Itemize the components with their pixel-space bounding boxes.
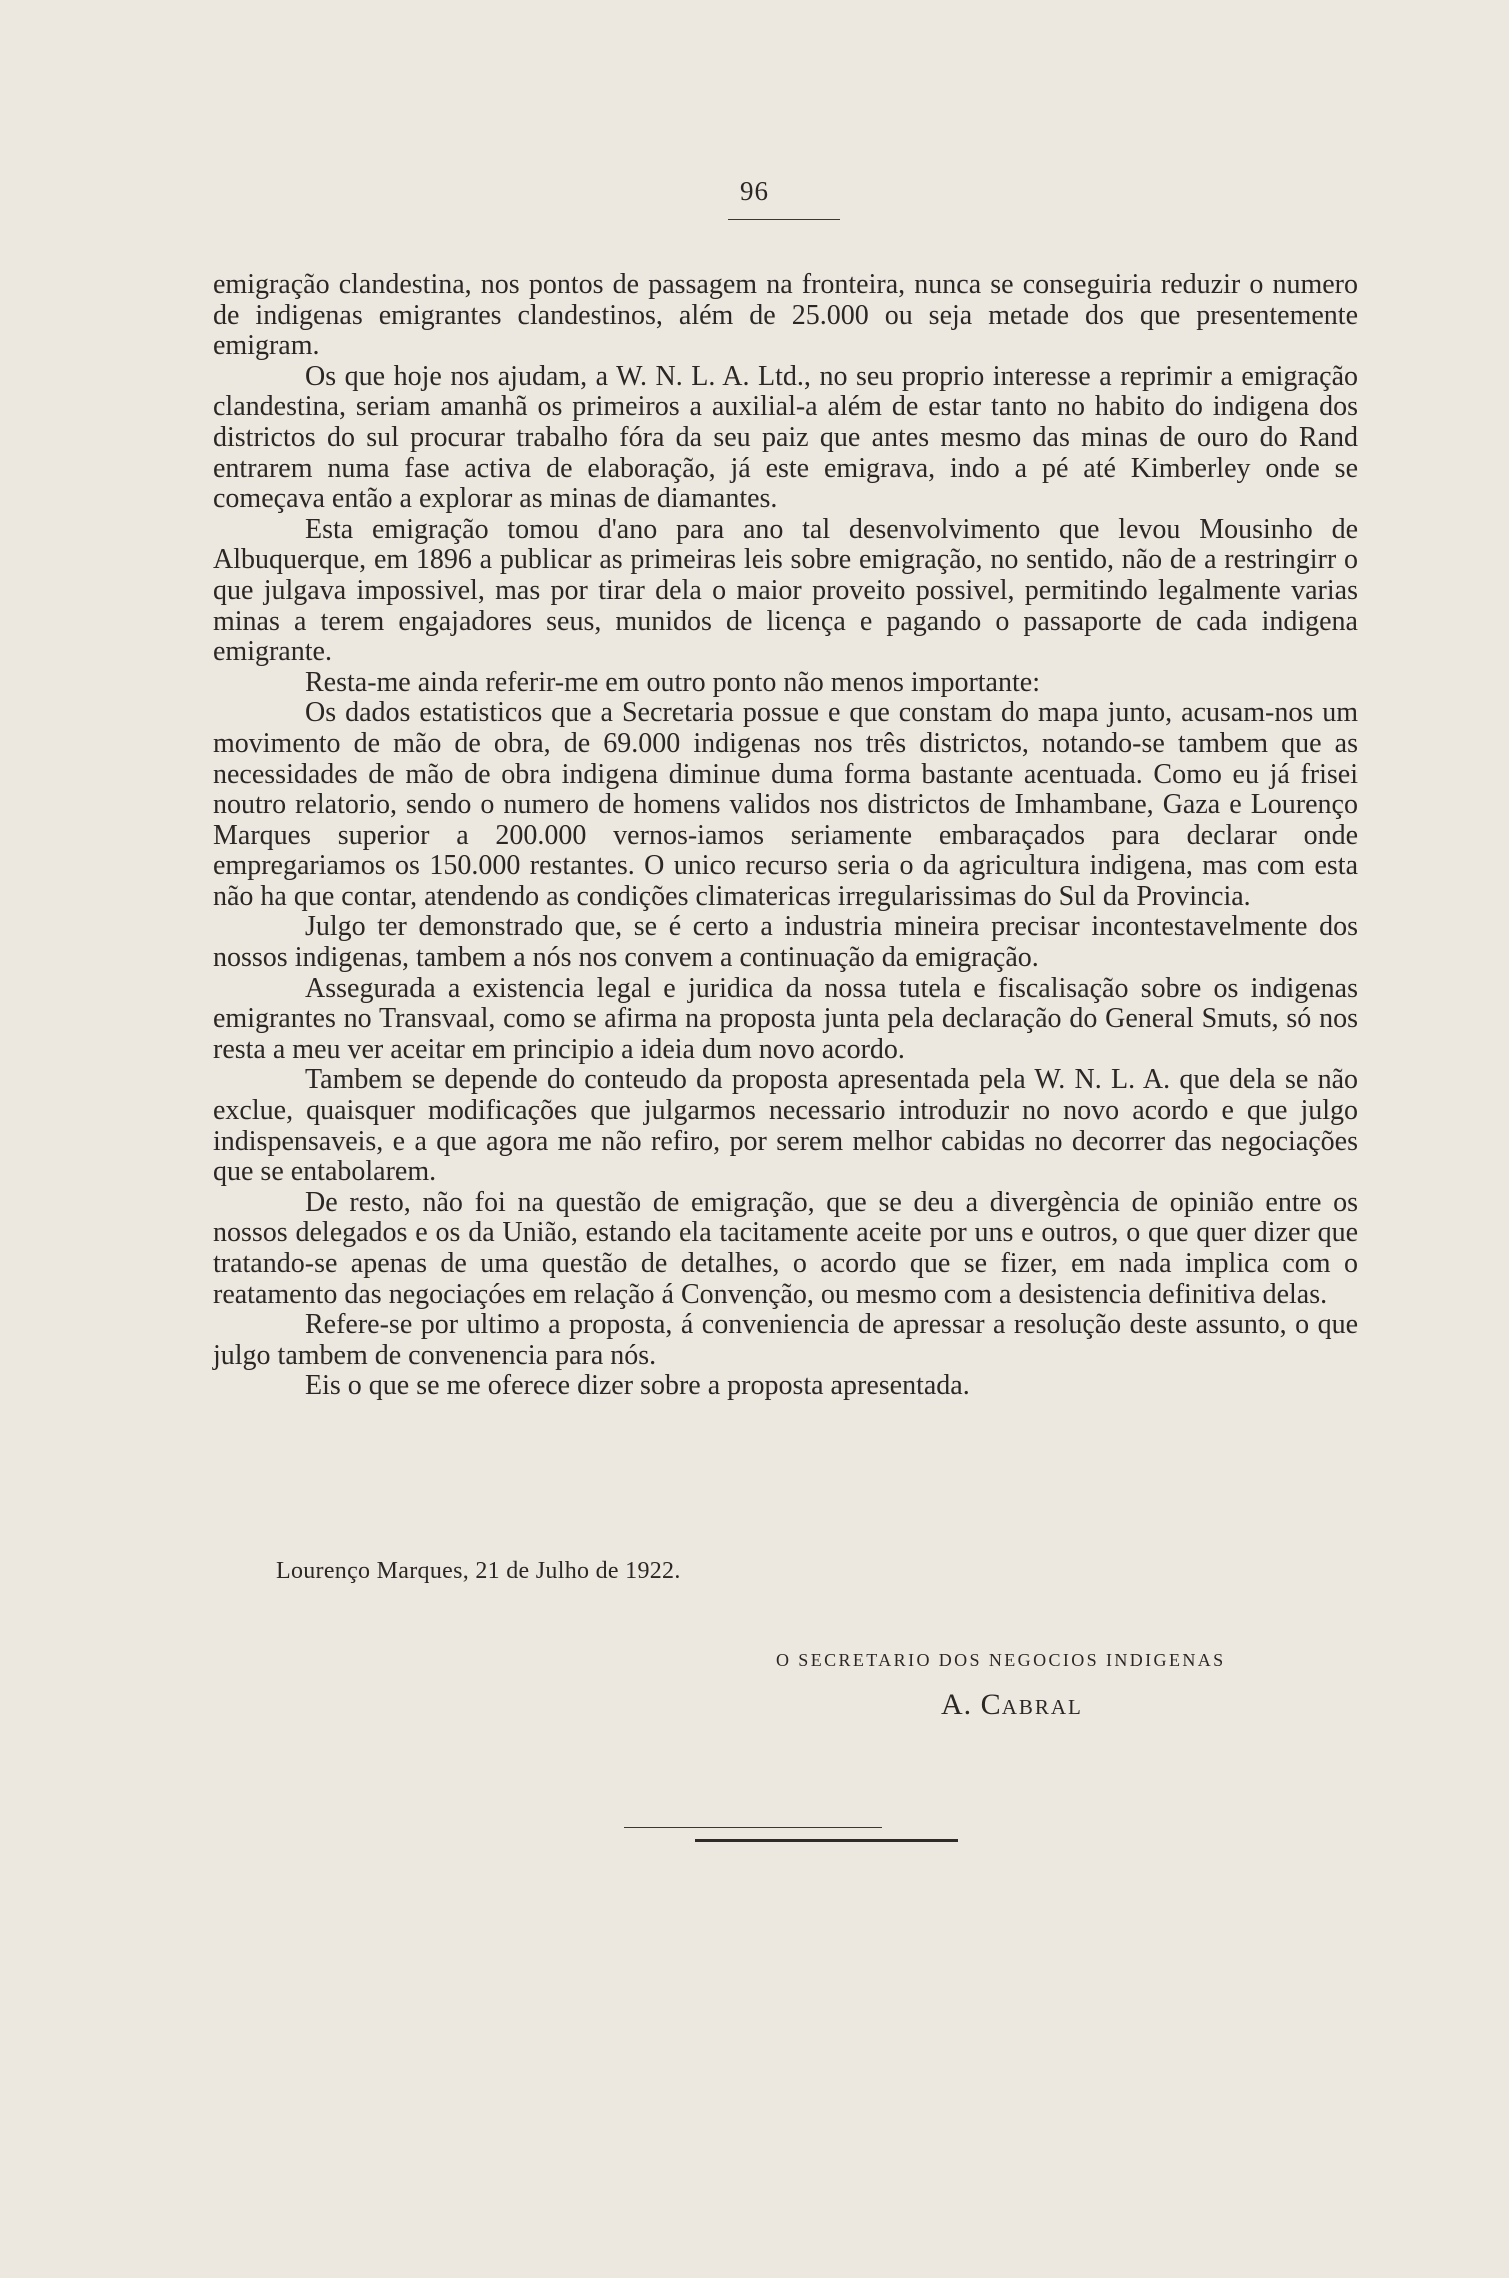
paragraph: Tambem se depende do conteudo da proposta apresentada pela W. N. L. A. que dela se não exclue, quaisquer modificações que julgarmos necessario introduzir no novo acordo e que julgo indispensaveis, e a que agora me não refiro, por serem melhor cabidas no decorrer das negociações que se entabolarem. [213, 1064, 1358, 1188]
page-number: 96 [740, 176, 769, 206]
signatory-name-smallcaps: ABRAL [1001, 1695, 1083, 1719]
paragraph: De resto, não foi na questão de emigração, que se deu a divergència de opinião entre os nossos delegados e os da União, estando ela tacitamente aceite por uns e outros, o que quer dizer que tratando-se apenas de uma questão de detalhes, o acordo que se fizer, em nada implica com o reatamento das negociaçóes em relação á Convenção, ou mesmo com a desistencia definitiva delas. [213, 1186, 1358, 1310]
paragraph: Os que hoje nos ajudam, a W. N. L. A. Ltd., no seu proprio interesse a reprimir a emigração clandestina, seriam amanhã os primeiros a auxilial-a além de estar tanto no habito do indigena dos districtos do sul procurar trabalho fóra da seu paiz que antes mesmo das minas de ouro do Rand entrarem numa fase activa de elaboração, já este emigrava, indo a pé até Kimberley onde se começava então a explorar as minas de diamantes. [213, 360, 1358, 515]
paragraph: Julgo ter demonstrado que, se é certo a industria mineira precisar incontestavelmente dos nossos indigenas, tambem a nós nos convem a continuação da emigração. [213, 911, 1358, 974]
closing-rule-thin [624, 1827, 882, 1828]
signatory-name [941, 1688, 1083, 1722]
paragraph: Resta-me ainda referir-me em outro ponto não menos importante: [305, 666, 1040, 698]
body-text [213, 270, 1358, 1402]
closing-rule-thick [695, 1839, 958, 1842]
paragraph: emigração clandestina, nos pontos de passagem na fronteira, nunca se conseguiria reduzir o numero de indigenas emigrantes clandestinos, além de 25.000 ou seja metade dos que presentemente emigram. [213, 269, 1358, 362]
paragraph: Esta emigração tomou d'ano para ano tal desenvolvimento que levou Mousinho de Albuquerque, em 1896 a publicar as primeiras leis sobre emigração, no sentido, não de a restringirr o que julgava impossivel, mas por tirar dela o maior proveito possivel, permitindo legalmente varias minas a terem engajadores seus, munidos de licença e pagando o passaporte de cada indigena emigrante. [213, 513, 1358, 668]
paragraph: Os dados estatisticos que a Secretaria possue e que constam do mapa junto, acusam-nos um movimento de mão de obra, de 69.000 indigenas nos três districtos, notando-se tambem que as necessidades de mão de obra indigena diminue duma forma bastante acentuada. Como eu já frisei noutro relatorio, sendo o numero de homens validos nos districtos de Imhambane, Gaza e Lourenço Marques superior a 200.000 vernos-iamos seriamente embaraçados para declarar onde empregariamos os 150.000 restantes. O unico recurso seria o da agricultura indigena, mas com esta não ha que contar, atendendo as condições climatericas irregularissimas do Sul da Provincia. [213, 697, 1358, 912]
signatory-name-initial: A. C [941, 1688, 1002, 1721]
paragraph: Refere-se por ultimo a proposta, á conveniencia de apressar a resolução deste assunto, o que julgo tambem de convenencia para nós. [213, 1309, 1358, 1371]
page-number-rule [728, 219, 840, 220]
signatory-title: O SECRETARIO DOS NEGOCIOS INDIGENAS [776, 1650, 1226, 1670]
paragraph: Assegurada a existencia legal e juridica da nossa tutela e fiscalisação sobre os indigenas emigrantes no Transvaal, como se afirma na proposta junta pela declaração do General Smuts, só nos resta a meu ver aceitar em principio a ideia dum novo acordo. [213, 972, 1358, 1065]
dateline: Lourenço Marques, 21 de Julho de 1922. [276, 1558, 681, 1584]
paragraph: Eis o que se me oferece dizer sobre a proposta apresentada. [305, 1370, 970, 1402]
